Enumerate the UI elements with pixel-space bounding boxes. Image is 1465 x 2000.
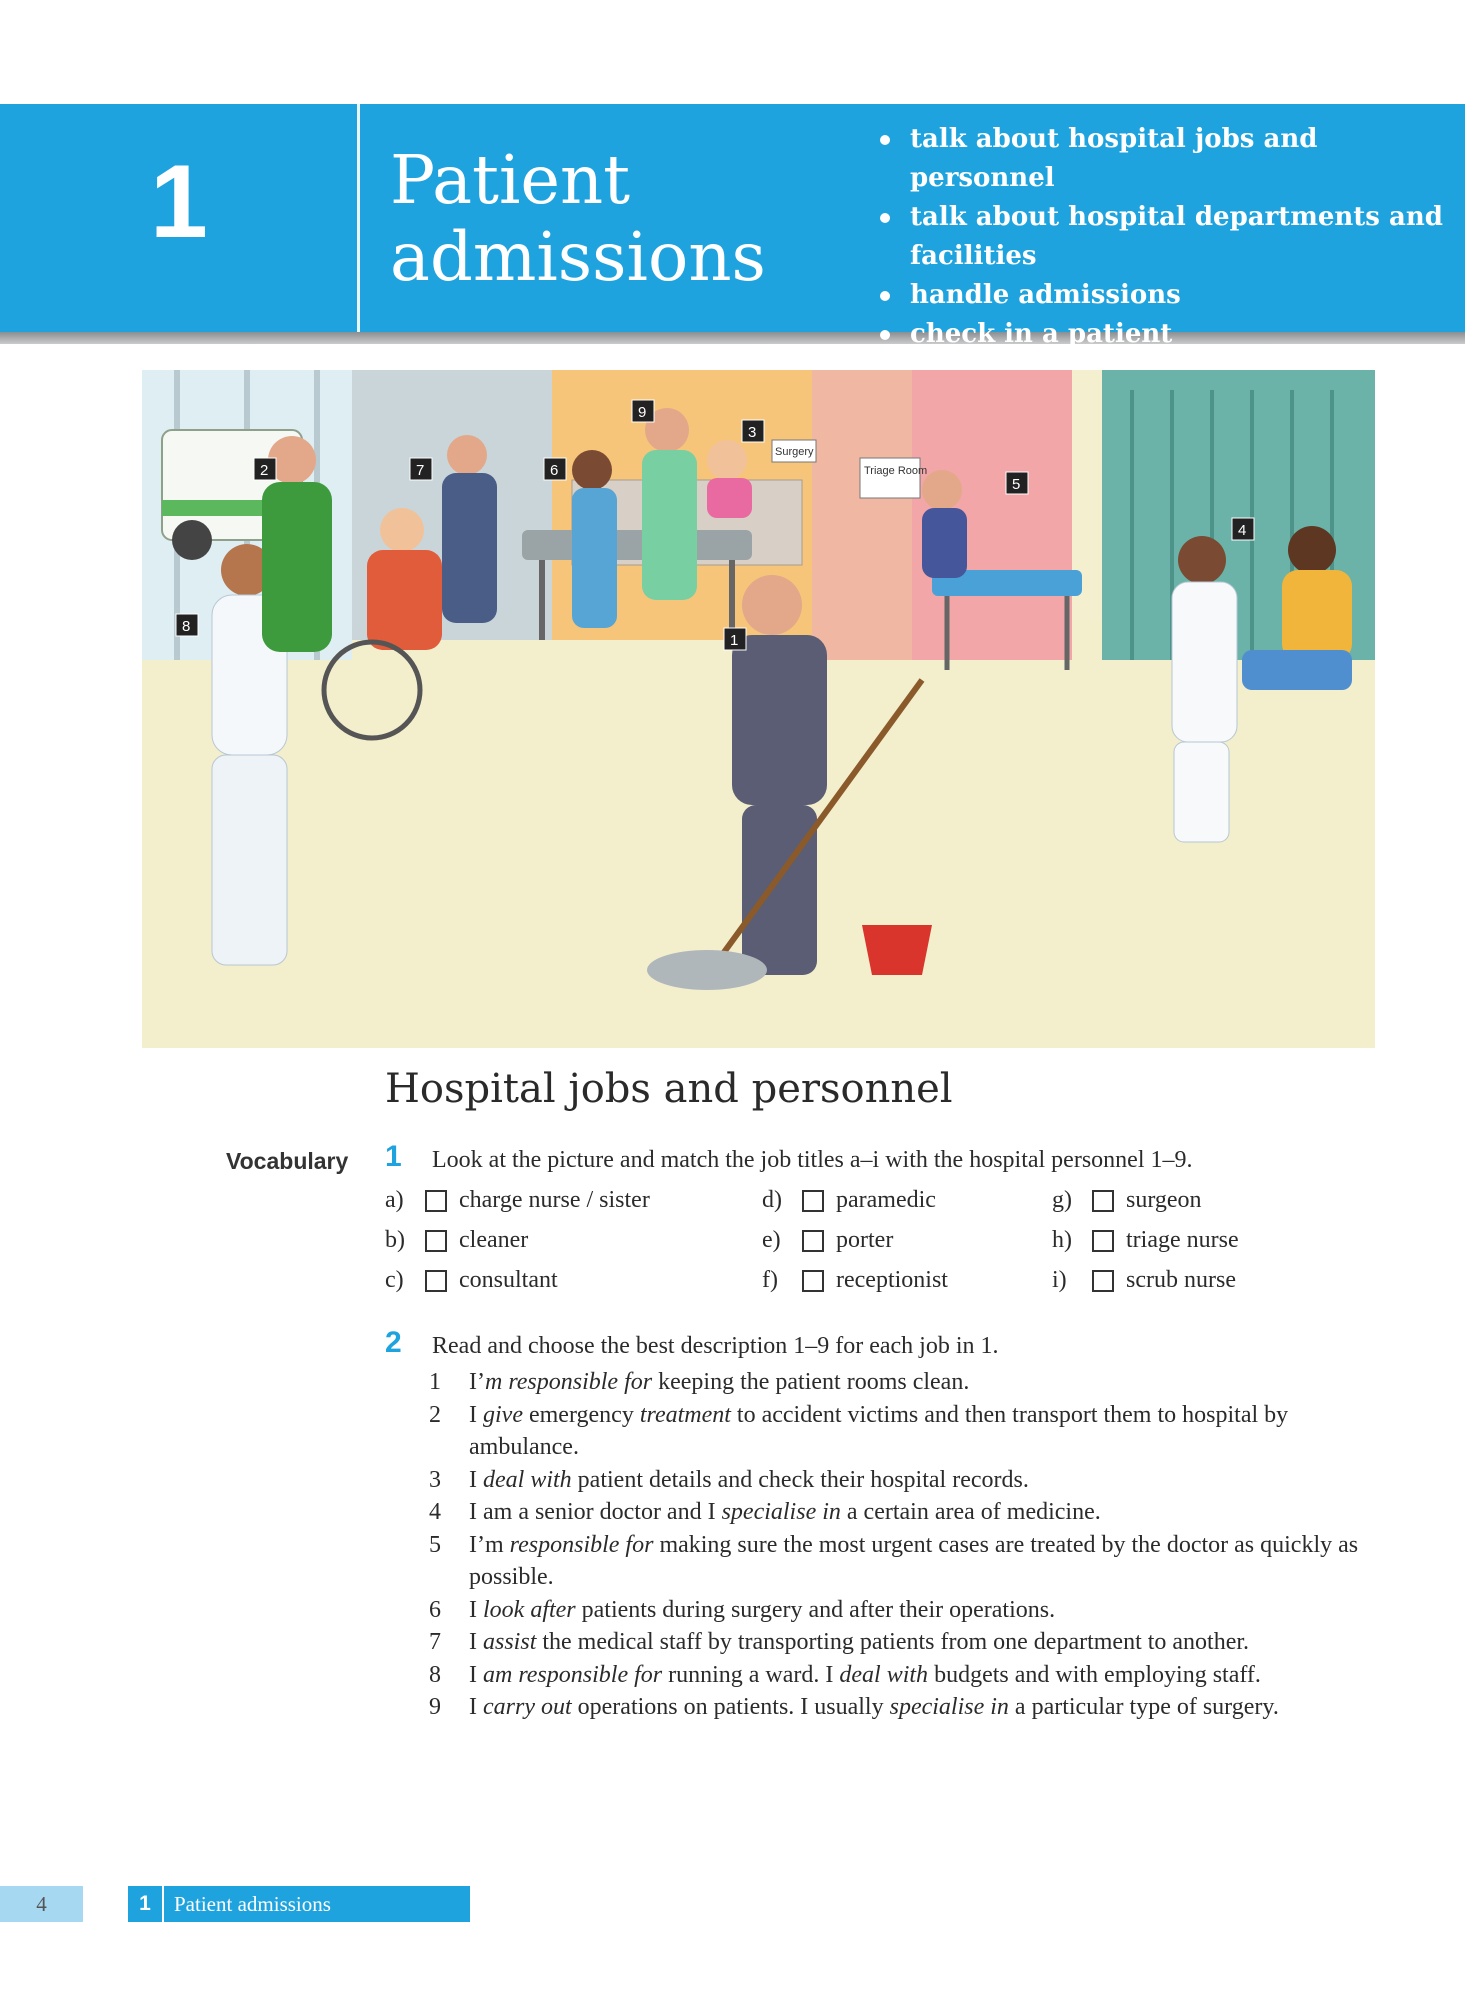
checkbox[interactable] bbox=[425, 1230, 447, 1252]
tag-7 bbox=[410, 458, 432, 480]
option-letter: d) bbox=[762, 1187, 782, 1213]
triage-sign-text: Triage Room bbox=[864, 465, 928, 477]
tag-8 bbox=[176, 614, 198, 636]
option-letter: g) bbox=[1052, 1187, 1072, 1213]
checkbox[interactable] bbox=[1092, 1270, 1114, 1292]
option-text: receptionist bbox=[836, 1267, 948, 1293]
option-text: charge nurse / sister bbox=[459, 1187, 650, 1213]
tag-6 bbox=[544, 458, 566, 480]
exercise-2-instruction: Read and choose the best description 1–9 for each job in 1. bbox=[432, 1333, 999, 1359]
tag-5 bbox=[1006, 472, 1028, 494]
footer-unit-tab bbox=[128, 1886, 470, 1922]
person-6-scrub-nurse bbox=[572, 450, 617, 628]
hospital-illustration bbox=[142, 370, 1375, 1048]
page-number: 4 bbox=[0, 1886, 83, 1922]
description-item: 8 I am responsible for running a ward. I deal with budgets and with employing staff. bbox=[429, 1661, 1261, 1688]
option-i[interactable] bbox=[1052, 1267, 1236, 1294]
tag-4 bbox=[1232, 518, 1254, 540]
option-letter: a) bbox=[385, 1187, 404, 1213]
exercise-1-instruction: Look at the picture and match the job titles a–i with the hospital personnel 1–9. bbox=[432, 1147, 1193, 1173]
description-item: 9 I carry out operations on patients. I usually specialise in a particular type of surgery. bbox=[429, 1694, 1279, 1720]
option-b[interactable] bbox=[385, 1227, 528, 1254]
svg-text:5: 5 bbox=[1012, 476, 1021, 493]
vocabulary-label: Vocabulary bbox=[226, 1148, 349, 1174]
unit-title: Patient admissions bbox=[390, 141, 766, 296]
option-letter: f) bbox=[762, 1267, 778, 1293]
checkbox[interactable] bbox=[802, 1190, 824, 1212]
unit-objectives bbox=[878, 120, 1458, 354]
tag-9 bbox=[632, 400, 654, 422]
option-text: porter bbox=[836, 1227, 894, 1253]
description-item: 4 I am a senior doctor and I specialise in a certain area of medicine. bbox=[429, 1499, 1101, 1525]
checkbox[interactable] bbox=[802, 1230, 824, 1252]
description-item: 2 I give emergency treatment to accident victims and then transport them to hospital by ambulance. bbox=[429, 1401, 1289, 1460]
svg-text:8: 8 bbox=[182, 618, 191, 635]
checkbox[interactable] bbox=[425, 1190, 447, 1212]
description-item: 6 I look after patients during surgery and after their operations. bbox=[429, 1596, 1056, 1623]
objective-item: check in a patient bbox=[878, 315, 1458, 354]
svg-text:6: 6 bbox=[550, 462, 559, 479]
option-text: cleaner bbox=[459, 1227, 529, 1253]
option-text: scrub nurse bbox=[1126, 1267, 1236, 1293]
option-text: triage nurse bbox=[1126, 1227, 1239, 1253]
exercise-1-number: 1 bbox=[385, 1140, 402, 1173]
option-letter: e) bbox=[762, 1227, 781, 1253]
section-title: Hospital jobs and personnel bbox=[385, 1066, 953, 1112]
option-d[interactable] bbox=[762, 1187, 936, 1214]
objective-item: handle admissions bbox=[878, 276, 1458, 315]
option-letter: b) bbox=[385, 1227, 405, 1253]
description-item: 3 I deal with patient details and check their hospital records. bbox=[429, 1466, 1029, 1493]
option-a[interactable] bbox=[385, 1187, 650, 1214]
unit-number: 1 bbox=[150, 144, 208, 260]
option-letter: i) bbox=[1052, 1267, 1067, 1293]
description-item: 7 I assist the medical staff by transporting patients from one department to another. bbox=[429, 1629, 1250, 1655]
exercise-2-number: 2 bbox=[385, 1326, 402, 1359]
option-e[interactable] bbox=[762, 1227, 893, 1254]
svg-text:4: 4 bbox=[1238, 522, 1247, 539]
svg-text:9: 9 bbox=[638, 404, 647, 421]
option-h[interactable] bbox=[1052, 1227, 1239, 1254]
hospital-scene bbox=[142, 370, 1375, 1048]
svg-text:1: 1 bbox=[730, 632, 739, 649]
objective-item: talk about hospital departments and facilities bbox=[878, 198, 1458, 276]
tag-1 bbox=[724, 628, 746, 650]
banner-divider bbox=[357, 104, 360, 344]
option-text: consultant bbox=[459, 1267, 558, 1293]
checkbox[interactable] bbox=[425, 1270, 447, 1292]
description-list bbox=[425, 1366, 1365, 1724]
corridor-wall bbox=[812, 370, 912, 660]
objective-item: talk about hospital jobs and personnel bbox=[878, 120, 1458, 198]
surgery-sign-text: Surgery bbox=[775, 446, 814, 458]
option-f[interactable] bbox=[762, 1267, 948, 1294]
option-letter: c) bbox=[385, 1267, 404, 1293]
triage-sign bbox=[860, 458, 920, 498]
checkbox[interactable] bbox=[802, 1270, 824, 1292]
footer-unit-title: Patient admissions bbox=[174, 1892, 331, 1916]
option-g[interactable] bbox=[1052, 1187, 1202, 1214]
option-text: paramedic bbox=[836, 1187, 936, 1213]
svg-text:2: 2 bbox=[260, 462, 269, 479]
option-letter: h) bbox=[1052, 1227, 1072, 1253]
checkbox[interactable] bbox=[1092, 1190, 1114, 1212]
svg-text:7: 7 bbox=[416, 462, 425, 479]
tag-3 bbox=[742, 420, 764, 442]
checkbox[interactable] bbox=[1092, 1230, 1114, 1252]
option-text: surgeon bbox=[1126, 1187, 1202, 1213]
description-item: 5 I’m responsible for making sure the most urgent cases are treated by the doctor as quickly as possible. bbox=[429, 1531, 1359, 1590]
person-5-triage-nurse bbox=[922, 470, 967, 578]
footer-unit-number: 1 bbox=[128, 1886, 164, 1922]
svg-text:3: 3 bbox=[748, 424, 757, 441]
option-c[interactable] bbox=[385, 1267, 558, 1294]
description-item: 1 I’m responsible for keeping the patient rooms clean. bbox=[429, 1369, 970, 1395]
tag-2 bbox=[254, 458, 276, 480]
